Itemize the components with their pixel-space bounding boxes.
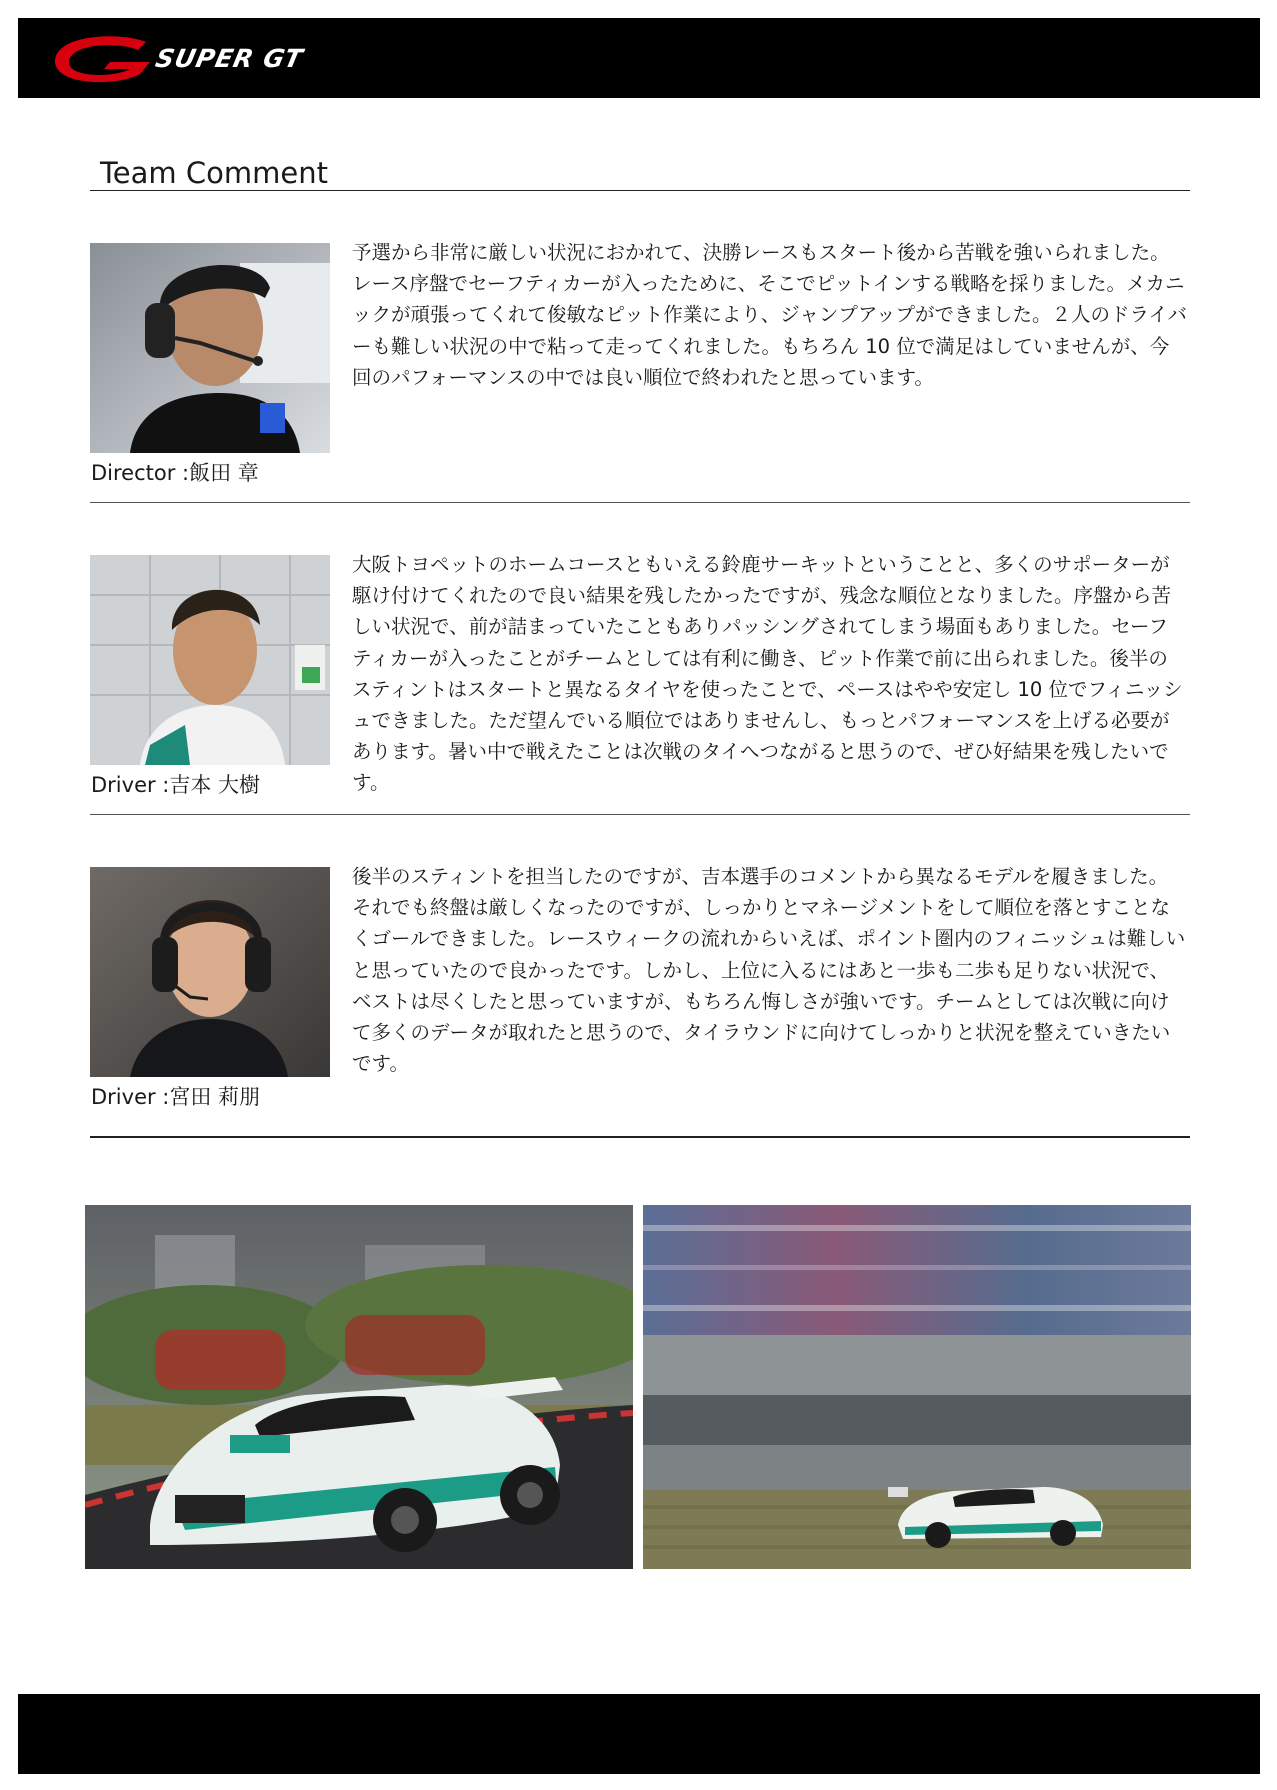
driver-miyata-portrait-icon <box>90 867 330 1077</box>
driver-yoshimoto-comment-text: 大阪トヨペットのホームコースともいえる鈴鹿サーキットということと、多くのサポーターが駆け付けてくれたので良い結果を残したかったですが、残念な順位となりました。序盤から苦しい状況で、前が詰まっていたこともありパッシングされてしまう場面もありました。セーフティカーが入ったことがチームとしては有利に働き、ピット作業で前に出られました。後半のスティントはスタートと異なるタイヤを使ったことで、ペースはやや安定し 10 位でフィニッシュできました。ただ望んでいる順位ではありませんし、もっとパフォーマンスを上げる必要があります。暑い中で戦えたことは次戦のタイへつながると思うので、ぜひ好結果を残したいです。 <box>352 553 1183 795</box>
director-comment-text: 予選から非常に厳しい状況におかれて、決勝レースもスタート後から苦戦を強いられました。レース序盤でセーフティカーが入ったために、そこでピットインする戦略を採りました。メカニックが頑張ってくれて俊敏なピット作業により、ジャンプアップができました。２人のドライバーも難しい状況の中で粘って走ってくれました。もちろん 10 位で満足はしていませんが、今回のパフォーマンスの中では良い順位で終われたと思っています。 <box>352 241 1187 389</box>
footer-bar <box>18 1694 1260 1774</box>
race-car-photo-right-icon <box>643 1205 1191 1569</box>
super-gt-g-icon <box>48 32 158 88</box>
divider <box>90 1136 1190 1138</box>
driver-yoshimoto-comment-block <box>90 555 1190 805</box>
divider <box>90 502 1190 503</box>
driver-yoshimoto-portrait-icon <box>90 555 330 765</box>
super-gt-logo <box>48 32 348 88</box>
race-car-photo-left-icon <box>85 1205 633 1569</box>
driver-miyata-name-label: Driver :宮田 莉朋 <box>91 1085 261 1109</box>
driver-miyata-comment-block <box>90 867 1190 1117</box>
driver-yoshimoto-name-label: Driver :吉本 大樹 <box>91 773 261 797</box>
section-title-rule <box>90 190 1190 191</box>
director-name-label: Director :飯田 章 <box>91 461 259 485</box>
driver-miyata-comment-text: 後半のスティントを担当したのですが、吉本選手のコメントから異なるモデルを履きました。それでも終盤は厳しくなったのですが、しっかりとマネージメントをして順位を落とすことなくゴールできました。レースウィークの流れからいえば、ポイント圏内のフィニッシュは難しいと思っていたので良かったです。しかし、上位に入るにはあと一歩も二歩も足りない状況で、ベストは尽くしたと思っていますが、もちろん悔しさが強いです。チームとしては次戦に向けて多くのデータが取れたと思うので、タイラウンドに向けてしっかりと状況を整えていきたいです。 <box>352 865 1186 1076</box>
header-bar <box>18 18 1260 98</box>
section-title: Team Comment <box>100 156 328 190</box>
director-portrait-icon <box>90 243 330 453</box>
director-comment-block <box>90 243 1190 493</box>
divider <box>90 814 1190 815</box>
super-gt-wordmark: SUPER GT <box>152 44 306 73</box>
